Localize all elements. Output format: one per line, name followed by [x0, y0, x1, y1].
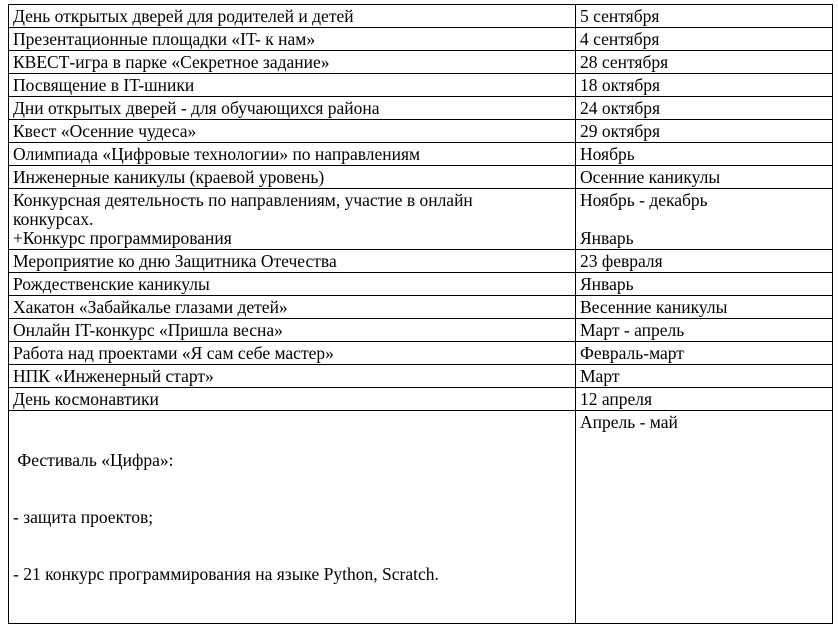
date-cell: 28 сентября — [576, 51, 833, 74]
event-line: Конкурсная деятельность по направлениям, участие в онлайн — [13, 190, 473, 210]
date-cell: 12 апреля — [576, 388, 833, 411]
event-line: +Конкурс программирования — [13, 228, 232, 248]
table-row — [9, 166, 833, 189]
table-row — [9, 388, 833, 411]
event-cell: Олимпиада «Цифровые технологии» по направлениям — [9, 143, 576, 166]
date-cell: 24 октября — [576, 97, 833, 120]
event-cell: Рождественские каникулы — [9, 273, 576, 296]
table-row — [9, 296, 833, 319]
event-cell: Хакатон «Забайкалье глазами детей» — [9, 296, 576, 319]
event-cell: Онлайн IT-конкурс «Пришла весна» — [9, 319, 576, 342]
date-cell: Апрель - май — [576, 411, 833, 624]
event-cell — [9, 189, 576, 250]
event-line: - защита проектов; — [13, 507, 154, 527]
date-line: Ноябрь - декабрь — [580, 190, 708, 210]
event-line: конкурсах. — [13, 209, 94, 229]
date-cell: Весенние каникулы — [576, 296, 833, 319]
table-row — [9, 120, 833, 143]
date-cell: Март — [576, 365, 833, 388]
event-cell — [9, 411, 576, 624]
event-cell: Работа над проектами «Я сам себе мастер» — [9, 342, 576, 365]
date-cell: Март - апрель — [576, 319, 833, 342]
event-cell: Дни открытых дверей - для обучающихся района — [9, 97, 576, 120]
table-row — [9, 5, 833, 28]
table-row — [9, 74, 833, 97]
date-cell: 29 октября — [576, 120, 833, 143]
event-line: Фестиваль «Цифра»: — [13, 450, 174, 470]
table-row — [9, 97, 833, 120]
date-cell: Февраль-март — [576, 342, 833, 365]
date-cell: 23 февраля — [576, 250, 833, 273]
date-cell — [576, 189, 833, 250]
table-row — [9, 411, 833, 624]
date-line: Январь — [580, 228, 634, 248]
event-cell: Мероприятие ко дню Защитника Отечества — [9, 250, 576, 273]
event-cell: День открытых дверей для родителей и детей — [9, 5, 576, 28]
table-row — [9, 273, 833, 296]
table-row — [9, 342, 833, 365]
event-cell: Презентационные площадки «IT- к нам» — [9, 28, 576, 51]
date-cell: Осенние каникулы — [576, 166, 833, 189]
table-row — [9, 28, 833, 51]
table-row — [9, 51, 833, 74]
table-row — [9, 189, 833, 250]
table-row — [9, 365, 833, 388]
table-row — [9, 319, 833, 342]
event-cell: День космонавтики — [9, 388, 576, 411]
date-cell: Ноябрь — [576, 143, 833, 166]
event-line: - 21 конкурс программирования на языке Python, Scratch. — [13, 564, 439, 584]
event-cell: Квест «Осенние чудеса» — [9, 120, 576, 143]
event-cell: Посвящение в IT-шники — [9, 74, 576, 97]
date-cell: 5 сентября — [576, 5, 833, 28]
date-cell: Январь — [576, 273, 833, 296]
date-cell: 18 октября — [576, 74, 833, 97]
date-cell: 4 сентября — [576, 28, 833, 51]
line-spacer — [580, 210, 828, 229]
events-table — [8, 4, 833, 624]
table-row — [9, 143, 833, 166]
event-cell: НПК «Инженерный старт» — [9, 365, 576, 388]
event-cell: Инженерные каникулы (краевой уровень) — [9, 166, 576, 189]
event-cell: КВЕСТ-игра в парке «Секретное задание» — [9, 51, 576, 74]
table-row — [9, 250, 833, 273]
